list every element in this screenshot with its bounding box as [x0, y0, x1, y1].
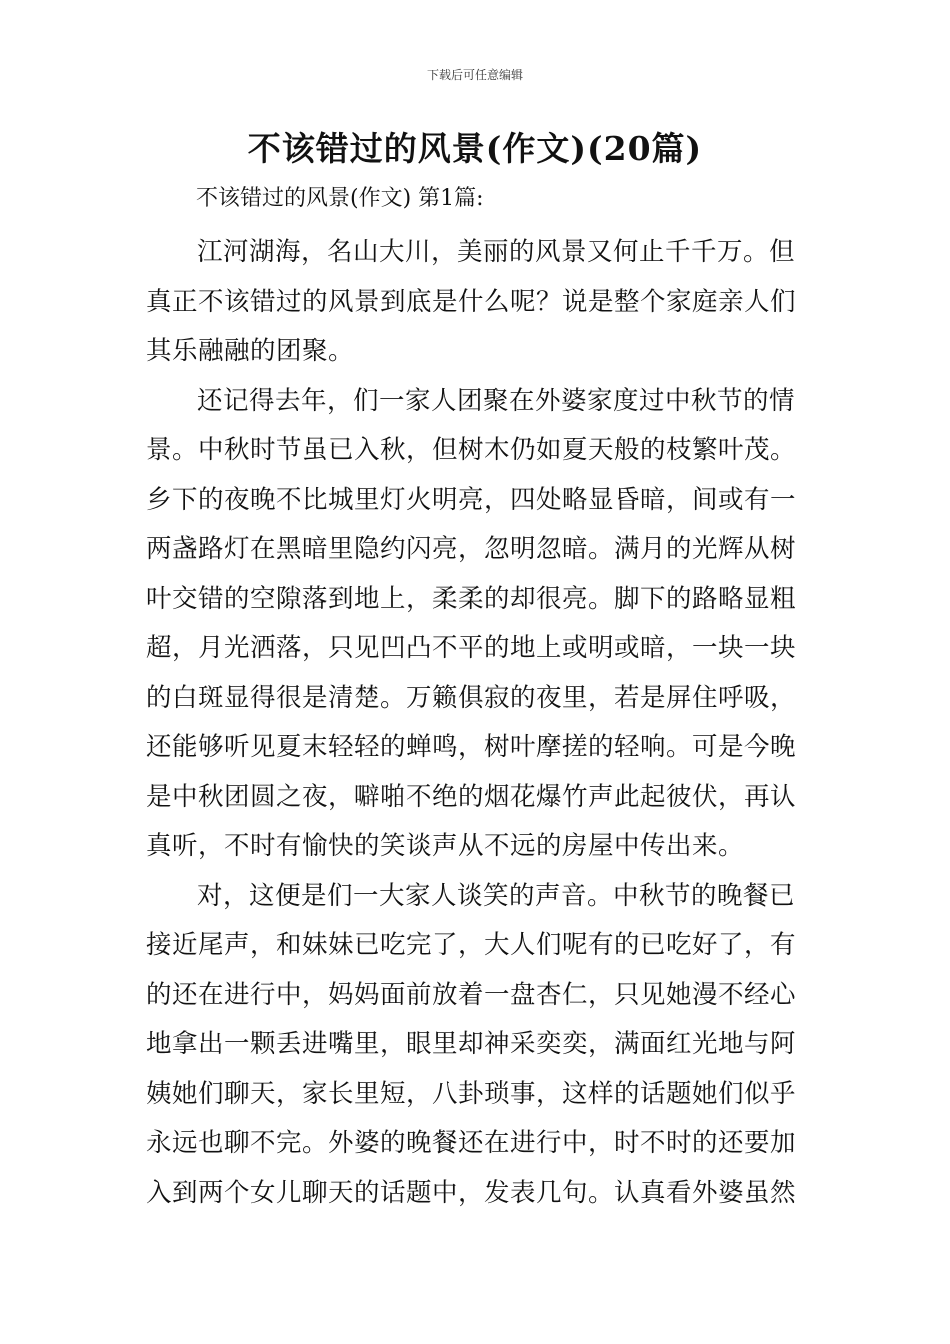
paragraph: 还记得去年，们一家人团聚在外婆家度过中秋节的情景。中秋时节虽已入秋，但树木仍如夏天般的枝繁叶茂。乡下的夜晚不比城里灯火明亮，四处略显昏暗，间或有一两盏路灯在黑暗里隐约闪亮，忽明忽暗。满月的光辉从树叶交错的空隙落到地上，柔柔的却很亮。脚下的路略显粗超，月光洒落，只见凹凸不平的地上或明或暗，一块一块的白斑显得很是清楚。万籁俱寂的夜里，若是屏住呼吸，还能够听见夏末轻轻的蝉鸣，树叶摩搓的轻响。可是今晚是中秋团圆之夜，噼啪不绝的烟花爆竹声此起彼伏，再认真听，不时有愉快的笑谈声从不远的房屋中传出来。 — [146, 385, 797, 861]
paragraph: 对，这便是们一大家人谈笑的声音。中秋节的晚餐已接近尾声，和妹妹已吃完了，大人们呢有的已吃好了，有的还在进行中，妈妈面前放着一盘杏仁，只见她漫不经心地拿出一颗丢进嘴里，眼里却神采奕奕，满面红光地与阿姨她们聊天，家长里短，八卦琐事，这样的话题她们似乎永远也聊不完。外婆的晚餐还在进行中，时不时的还要加入到两个女儿聊天的话题中，发表几句。认真看外婆虽然 — [146, 880, 797, 1208]
essay-body — [146, 228, 808, 1218]
section-subtitle: 不该错过的风景(作文) 第1篇: — [196, 186, 484, 211]
page-header-note: 下载后可任意编辑 — [426, 68, 523, 82]
paragraph: 江河湖海，名山大川，美丽的风景又何止千千万。但真正不该错过的风景到底是什么呢？说是整个家庭亲人们其乐融融的团聚。 — [146, 237, 797, 366]
document-title: 不该错过的风景(作文)(20篇) — [247, 129, 703, 168]
